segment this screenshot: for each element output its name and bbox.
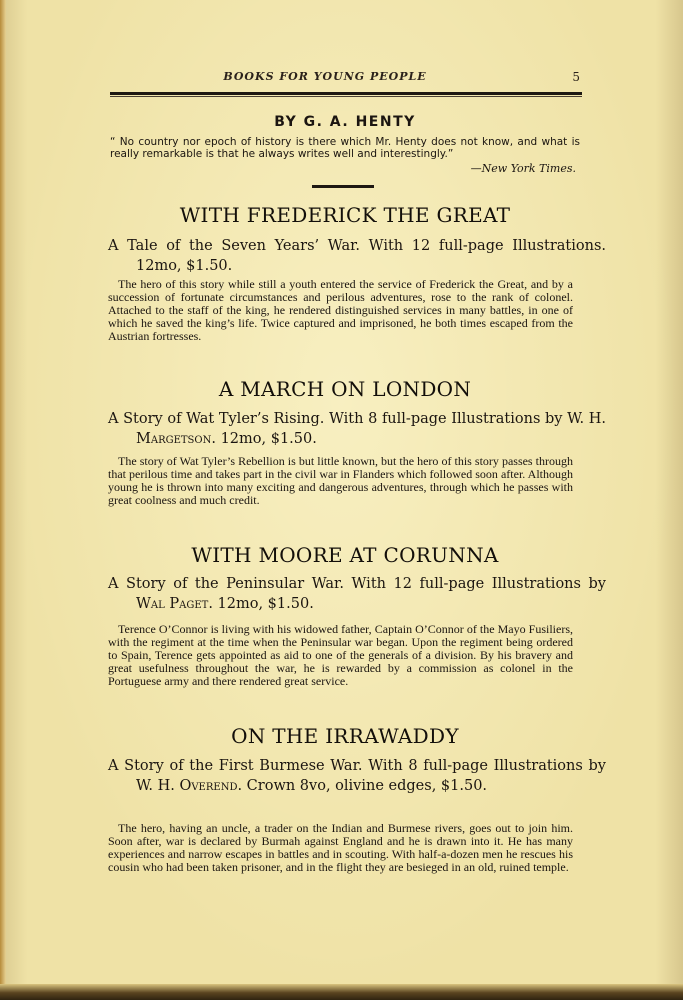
book-description-irrawaddy: The hero, having an uncle, a trader on the Indian and Burmese rivers, goes out to join him. Soon after, war is declared by Burmah against England and he is drawn into it. He has many experiences and narrow escapes in battles and in scouting. With half-a-dozen men he rescues his cousin who had been taken prisoner, and in the flight they are besieged in an old, ruined temple. [108, 821, 573, 874]
press-quote: “ No country nor epoch of history is there which Mr. Henty does not know, and what is really remarkable is that he always writes well and interestingly.” [110, 136, 580, 160]
book-title-irrawaddy: ON THE IRRAWADDY [231, 724, 459, 748]
header-rule [110, 92, 582, 95]
page-spine-edge [0, 0, 6, 1000]
book-description-corunna: Terence O’Connor is living with his widowed father, Captain O’Connor of the Mayo Fusiliers, with the regiment at the time when the Peninsular war began. Upon the regiment being ordered to Spain, Terence gets appointed as aid to one of the generals of a division. By his bravery and great usefulness throughout the war, he is rewarded by a commission as colonel in the Portuguese army and there rendered great service. [108, 622, 573, 688]
book-description-london: The story of Wat Tyler’s Rebellion is but little known, but the hero of this story passes through that perilous time and takes part in the civil war in Flanders which followed soon after. Although young he is thrown into many exciting and dangerous adventures, through which he passes with great coolness and much credit. [108, 454, 573, 507]
page-bottom-edge [0, 984, 683, 1000]
author-heading: BY G. A. HENTY [274, 114, 416, 130]
book-subtitle-frederick: A Tale of the Seven Years’ War. With 12 full-page Illustrations. 12mo, $1.50. [108, 238, 606, 274]
running-title: BOOKS FOR YOUNG PEOPLE [223, 70, 427, 83]
header-rule-thin [110, 96, 582, 97]
illustrator-name: Wal Paget [136, 596, 209, 612]
illustrator-name: Margetson [136, 431, 212, 447]
illustrator-name: Overend [179, 778, 238, 794]
book-subtitle-corunna: A Story of the Peninsular War. With 12 full-page Illustrations by Wal Paget. 12mo, $1.50. [108, 576, 606, 612]
book-title-frederick: WITH FREDERICK THE GREAT [179, 203, 511, 227]
running-head [110, 70, 580, 88]
page-number: 5 [572, 70, 580, 84]
book-subtitle-london: A Story of Wat Tyler’s Rising. With 8 full-page Illustrations by W. H. Margetson. 12mo, $1.50. [108, 411, 606, 447]
quote-source: —New York Times. [470, 162, 576, 175]
book-title-corunna: WITH MOORE AT CORUNNA [191, 543, 499, 567]
book-subtitle-irrawaddy: A Story of the First Burmese War. With 8 full-page Illustrations by W. H. Overend. Crown 8vo, olivine edges, $1.50. [108, 758, 606, 794]
book-title-london: A MARCH ON LONDON [218, 377, 472, 401]
book-description-frederick: The hero of this story while still a youth entered the service of Frederick the Great, and by a succession of fortunate circumstances and perilous adventures, rose to the rank of colonel. Attached to the staff of the king, he rendered distinguished services in many battles, in one of which he saved the king’s life. Twice captured and imprisoned, he both times escaped from the Austrian fortresses. [108, 277, 573, 343]
section-divider [312, 185, 374, 188]
